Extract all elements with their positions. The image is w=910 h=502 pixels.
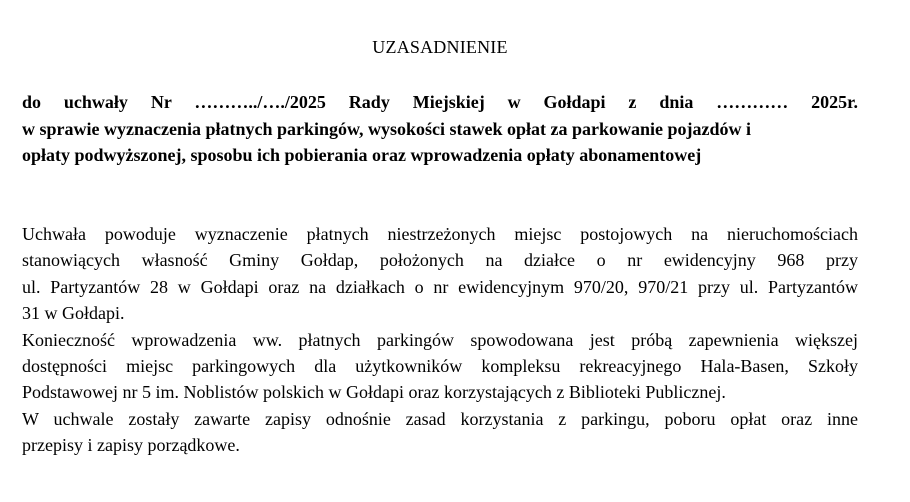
justification-body — [22, 221, 858, 459]
body-line: stanowiących własność Gminy Gołdap, położonych na działce o nr ewidencyjny 968 przy — [22, 250, 858, 271]
body-line: W uchwale zostały zawarte zapisy odnośnie zasad korzystania z parkingu, poboru opłat oraz inne — [22, 408, 858, 429]
document-title: UZASADNIENIE — [372, 37, 508, 57]
resolution-subject — [22, 89, 858, 169]
body-line: przepisy i zapisy porządkowe. — [22, 435, 240, 456]
subject-line: w sprawie wyznaczenia płatnych parkingów, wysokości stawek opłat za parkowanie pojazdów i — [22, 118, 752, 139]
body-line: Konieczność wprowadzenia ww. płatnych parkingów spowodowana jest próbą zapewnienia większej — [22, 329, 858, 350]
subject-line: opłaty podwyższonej, sposobu ich pobierania oraz wprowadzenia opłaty abonamentowej — [22, 145, 702, 165]
body-line: Podstawowej nr 5 im. Noblistów polskich w Gołdapi oraz korzystających z Biblioteki Publicznej. — [22, 382, 726, 403]
body-line: 31 w Gołdapi. — [22, 303, 125, 324]
subject-line: do uchwały Nr ………../…./2025 Rady Miejskiej w Gołdapi z dnia ………… 2025r. — [22, 92, 858, 112]
body-line: dostępności miejsc parkingowych dla użytkowników kompleksu rekreacyjnego Hala-Basen, Szkoły — [22, 356, 858, 377]
body-line: ul. Partyzantów 28 w Gołdapi oraz na działkach o nr ewidencyjnym 970/20, 970/21 przy ul. Partyzantów — [22, 276, 858, 297]
body-line: Uchwała powoduje wyznaczenie płatnych niestrzeżonych miejsc postojowych na nieruchomościach — [22, 224, 858, 244]
